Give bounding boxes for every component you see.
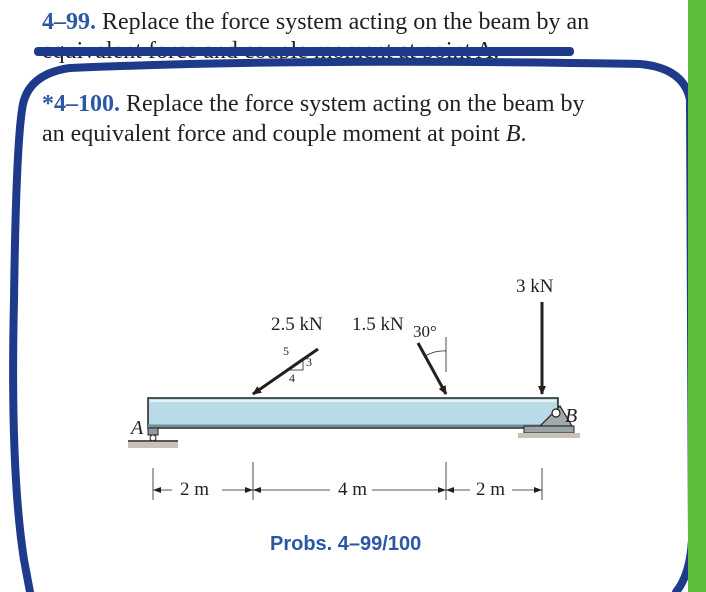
point-b-italic: B <box>505 121 521 147</box>
slope-vert-3: 3 <box>306 355 312 369</box>
label-2-5kn: 2.5 kN <box>271 314 323 335</box>
figure-caption: Probs. 4–99/100 <box>270 533 422 555</box>
problem-100-text: Replace the force system acting on the beam by <box>126 91 585 117</box>
pin-b <box>552 409 560 417</box>
angle-arc <box>425 351 446 356</box>
label-3kn: 3 kN <box>516 276 554 297</box>
problem-99-text: Replace the force system acting on the beam by an <box>102 9 590 35</box>
problem-99-number: 4–99. <box>42 9 96 35</box>
beam <box>148 398 558 428</box>
slope-horiz-4: 4 <box>289 371 295 385</box>
dim-label-third: 2 m <box>476 479 506 500</box>
slope-hyp-5: 5 <box>283 344 289 358</box>
dim-label-second: 4 m <box>338 479 368 500</box>
period: . <box>520 121 527 147</box>
problem-100-text-2: an equivalent force and couple moment at point <box>42 121 506 147</box>
problem-100-number: *4–100. <box>42 91 120 117</box>
dim-label-first: 2 m <box>180 479 210 500</box>
label-1-5kn: 1.5 kN <box>352 314 404 335</box>
label-angle-30: 30° <box>413 322 437 341</box>
slope-triangle <box>286 358 303 370</box>
point-b-label: B <box>565 405 578 427</box>
point-a-label: A <box>131 417 144 439</box>
